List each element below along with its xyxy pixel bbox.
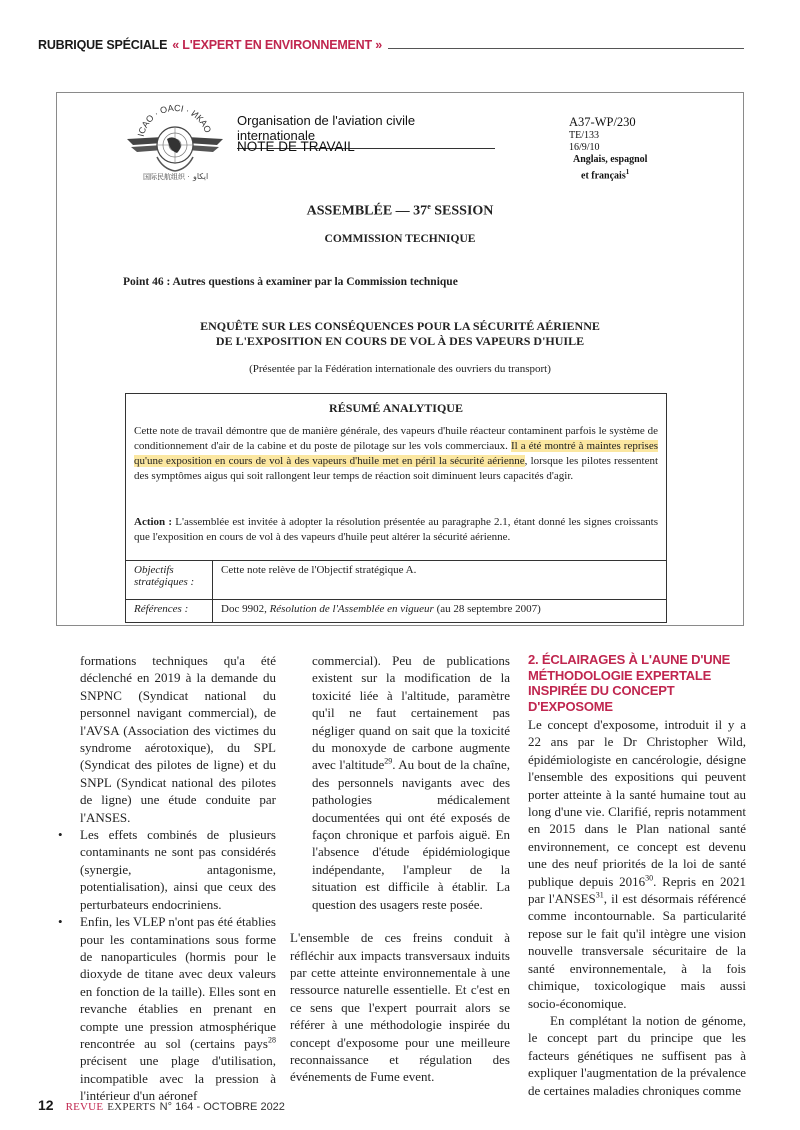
embedded-document-image	[56, 92, 744, 626]
bullet-icon: •	[58, 914, 63, 930]
paragraph-continuation	[290, 652, 510, 913]
footnote-ref[interactable]: 30	[645, 873, 654, 883]
reference-date: 16/9/10	[569, 142, 600, 153]
document-title	[57, 319, 743, 349]
page-number: 12	[38, 1097, 54, 1113]
meta-row-objectives	[126, 561, 666, 600]
reference-languages-2	[569, 166, 647, 182]
reference-languages: Anglais, espagnol	[573, 154, 648, 165]
footnote-marker: 1	[625, 168, 630, 176]
meta-key: Références :	[126, 600, 213, 623]
page-footer	[38, 1097, 285, 1113]
ref-tail: (au 28 septembre 2007)	[433, 603, 541, 615]
rubric-header	[38, 36, 744, 52]
bullet-item	[58, 826, 276, 913]
summary-heading: RÉSUMÉ ANALYTIQUE	[329, 401, 463, 415]
highlighted-text: Il a été montré à maintes reprises qu'une exposition en cours de vol à des vapeurs d'huile met en péril la sécurité aérienne	[134, 440, 658, 467]
ordinal-sup: e	[427, 202, 431, 211]
commission-heading: COMMISSION TECHNIQUE	[324, 233, 476, 245]
ref-italic: Résolution de l'Assemblée en vigueur	[269, 603, 434, 615]
presented-by: (Présentée par la Fédération internationale des ouvriers du transport)	[249, 363, 551, 375]
bullet-text: Les effets combinés de plusieurs contaminants ne sont pas considérés (synergie, antagonisme, potentialisation), ainsi que ceux des perturbateurs endocriniens.	[80, 827, 276, 912]
bullet-text: Enfin, les VLEP n'ont pas été établies pour les contaminations sous forme de nanoparticules (hormis pour le dioxyde de titane avec deux valeurs en fonction de la taille). Elles sont en revanche établies en prenant en compte une pression atmosphérique rencontrée au sol (certains pays	[80, 914, 276, 1051]
svg-text:国际民航组织 ·: 国际民航组织 ·	[143, 173, 190, 181]
organisation-name: Organisation de l'aviation civile internationale	[237, 113, 495, 149]
agenda-point: Point 46 : Autres questions à examiner par la Commission technique	[123, 276, 458, 288]
paragraph: En complétant la notion de génome, le concept part du principe que les facteurs génétiques ne suffisent pas à expliquer l'augmentation de la prévalence de certaines maladies chroniques comme	[528, 1012, 746, 1098]
magazine-name-experts: EXPERTS	[107, 1101, 156, 1113]
svg-text:ICAO · OACI · ИКАО: ICAO · OACI · ИКАО	[135, 102, 214, 138]
title-line-1: ENQUÊTE SUR LES CONSÉQUENCES POUR LA SÉCURITÉ AÉRIENNE	[200, 319, 600, 333]
assembly-heading	[57, 202, 743, 220]
paragraph-text: , il est désormais référencé comme incontournable. Sa particularité repose sur le fait qu'il intègre une vision nouvelle transversale sécuritaire de la santé environnementale, à la fois chimique, toxicologique mais aussi socio-économique.	[528, 891, 746, 1011]
summary-text	[134, 424, 658, 484]
paragraph: L'ensemble de ces freins conduit à réfléchir aux impacts transversaux induits par cette atteinte environnementale à une ressource naturelle essentielle. Et c'est en ce sens que l'expert pourrait alors se référer à une méthodologie inspirée du concept d'exposome pour une meilleure reconnaissance et régulation des événements de Fume event.	[290, 930, 510, 1085]
bullet-icon: •	[58, 827, 63, 843]
magazine-name-revue: REVUE	[65, 1101, 104, 1113]
footnote-ref[interactable]: 31	[595, 890, 604, 900]
ref-plain: Doc 9902,	[221, 603, 270, 615]
document-type: NOTE DE TRAVAIL	[237, 139, 355, 154]
reference-sub: TE/133	[569, 130, 599, 141]
title-line-2: DE L'EXPOSITION EN COURS DE VOL À DES VAPEURS D'HUILE	[215, 334, 585, 348]
summary-meta-table	[126, 560, 666, 622]
footnote-ref[interactable]: 28	[268, 1035, 276, 1045]
svg-text:ايكاو: ايكاو	[193, 172, 209, 181]
footnote-ref[interactable]: 29	[384, 757, 393, 767]
rubric-label: RUBRIQUE SPÉCIALE	[38, 38, 168, 52]
executive-summary-box	[125, 393, 667, 623]
assembly-text: ASSEMBLÉE — 37	[306, 203, 428, 219]
meta-value: Cette note relève de l'Objectif stratégique A.	[213, 561, 667, 600]
issue-info: N° 164 - OCTOBRE 2022	[159, 1101, 285, 1113]
rubric-rule	[388, 48, 744, 49]
paragraph-text: Le concept d'exposome, introduit il y a 22 ans par le Dr Christopher Wild, épidémiologiste en cancérologie, désigne l'ensemble des expositions qui peuvent porter atteinte à la santé humaine tout au long d'une vie. Clarifié, repris notamment en 2015 dans le Plan national santé environnement, ce concept est devenu une des neuf priorités de la loi de santé publique depuis 2016	[528, 717, 746, 889]
summary-text-a: Cette note de travail démontre que de manière générale, des vapeurs d'huile réacteur contaminent parfois le système de conditionnement d'air de la cabine et du poste de pilotage sur les vols commerciaux.	[134, 425, 658, 452]
bullet-text: précisent une plage d'utilisation, incompatible avec la pression à l'intérieur d'un aéronef	[80, 1053, 276, 1104]
summary-action	[134, 515, 658, 545]
lang-text: et français	[581, 170, 626, 182]
rubric-title: « L'EXPERT EN ENVIRONNEMENT »	[172, 38, 382, 52]
paragraph	[528, 716, 746, 1012]
summary-text-b: , lorsque les pilotes ressentent des symptômes aigus qui soit rallongent leur temps de réaction soit diminuent leurs capacités d'agir.	[134, 455, 659, 482]
section-heading: 2. ÉCLAIRAGES À L'AUNE D'UNE MÉTHODOLOGIE EXPERTALE INSPIRÉE DU CONCEPT D'EXPOSOME	[528, 652, 731, 714]
paragraph-gap	[290, 913, 510, 929]
icao-logo-icon	[123, 99, 227, 185]
article-column-2	[290, 652, 510, 1086]
article-column-3	[528, 652, 746, 1099]
meta-row-references	[126, 600, 666, 623]
paragraph-text: . Repris en 2021 par l'ANSES	[528, 873, 746, 907]
article-column-1	[58, 652, 276, 1105]
meta-value	[213, 600, 667, 623]
action-label: Action :	[134, 516, 173, 528]
meta-key: Objectifs stratégiques :	[126, 561, 213, 600]
document-reference	[569, 115, 647, 182]
paragraph-continuation: formations techniques qu'a été déclenché en 2019 à la demande du SNPNC (Syndicat national du personnel navigant commercial), de l'AVSA (Association des victimes du syndrome aérotoxique), du SPL (Syndicat des pilotes de ligne) et du SNPL (Syndicat national des pilotes de ligne) une étude conduite par l'ANSES.	[80, 653, 276, 825]
paragraph-text: . Au bout de la chaîne, des personnels navigants avec des pathologies médicalement documentées qui ont été exposés de façon chronique et parfois aiguë. En l'absence d'étude épidémiologique indépendante, l'ampleur de la situation est difficile à établir. La question des usagers reste posée.	[312, 757, 510, 912]
reference-code: A37-WP/230	[569, 115, 636, 129]
action-text: L'assemblée est invitée à adopter la résolution présentée au paragraphe 2.1, étant donné les signes croissants que l'exposition en cours de vol à des vapeurs d'huile peut altérer la sécurité aérienne.	[134, 516, 659, 543]
assembly-session: SESSION	[430, 203, 494, 219]
bullet-item	[58, 913, 276, 1104]
paragraph-text: commercial). Peu de publications existent sur la modification de la toxicité liée à l'altitude, paramètre qu'il ne faut certainement pas négliger quand on sait que la toxicité du monoxyde de carbone augmente avec l'altitude	[312, 653, 510, 773]
